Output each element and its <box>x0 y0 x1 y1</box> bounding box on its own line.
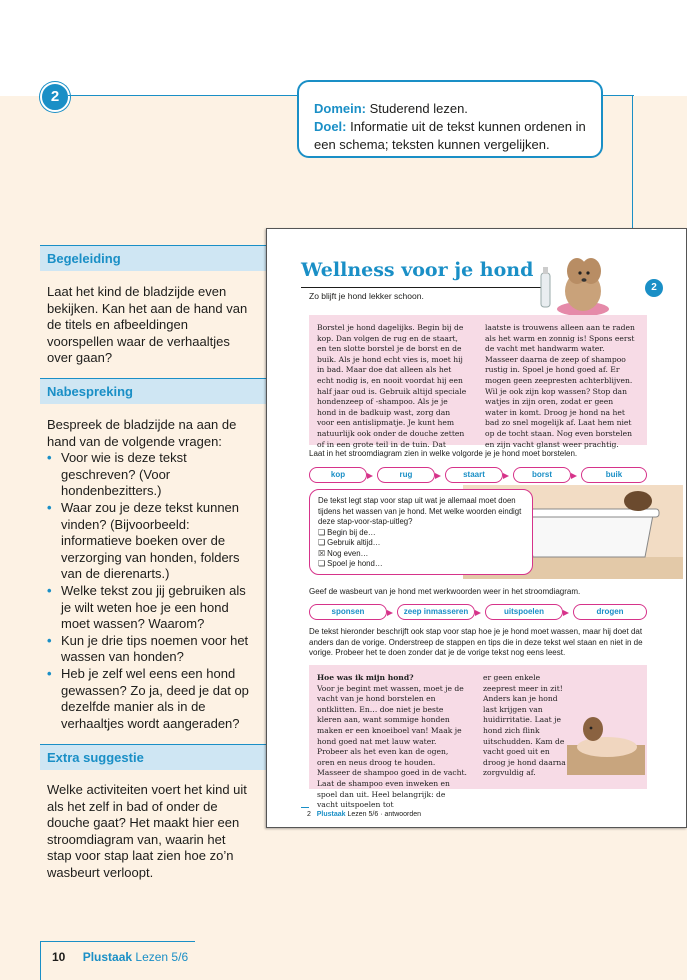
student-page-footer <box>307 811 421 818</box>
footer-subtitle: Lezen 5/6 <box>135 950 189 964</box>
nabespreking-list <box>47 417 252 732</box>
nabespreking-heading: Nabespreking <box>40 378 270 404</box>
extra-suggestie-text: Welke activiteiten voert het kind uit als het zelf in bad of onder de douche gaat? Het maakt hier een stroomdiagram van, waarin het stap voor stap laat zien hoe zo’n wasbeurt verloopt. <box>47 782 247 880</box>
student-page-subtitle: Zo blijft je hond lekker schoon. <box>309 291 424 301</box>
flow-arrow <box>563 610 569 616</box>
option-begin[interactable]: ❏ Begin bij de… <box>318 527 376 537</box>
nabespreking-intro: Bespreek de bladzijde na aan de hand van de volgende vragen: <box>47 417 237 449</box>
flow-step: buik <box>581 467 647 483</box>
begeleiding-text: Laat het kind de bladzijde even bekijken. Kan het aan de hand van de titels en afbeeldingen voorspellen waar de verhaaltjes over gaan? <box>47 284 248 366</box>
option-gebruik[interactable]: ❏ Gebruik altijd… <box>318 538 381 547</box>
text-2-right-column: er geen enkele zeeprest meer in zit! Anders kan je hond last krijgen van huidirritatie. Laat je hond zich flink uitschudden. Kam de vacht goed uit en droog je hond daarna zorgvuldig af. <box>483 673 566 778</box>
footer-brand: Plustaak <box>82 950 133 964</box>
question-item: • Kun je drie tips noemen voor het wassen van honden? <box>47 633 252 666</box>
domain-goal-box <box>297 80 603 158</box>
option-nog-even-label: Nog even… <box>327 548 369 558</box>
flow-step: uitspoelen <box>485 604 563 620</box>
begeleiding-heading: Begeleiding <box>40 245 270 271</box>
student-footer-rule <box>301 807 309 808</box>
footer-rule-top <box>40 941 195 942</box>
text-2-title: Hoe was ik mijn hond? <box>317 673 414 682</box>
extra-suggestie-heading: Extra suggestie <box>40 744 270 770</box>
flow-step: rug <box>377 467 435 483</box>
page-footer <box>52 950 188 964</box>
option-begin-label: Begin bij de… <box>327 527 376 537</box>
option-gebruik-label: Gebruik altijd… <box>327 538 381 547</box>
flow-step: sponsen <box>309 604 387 620</box>
check-question: De tekst legt stap voor stap uit wat je allemaal moet doen tijdens het wassen van je hond. Met welke woorden eindigt deze stap-voor-stap-uitleg? <box>318 496 522 526</box>
connector-line-vertical <box>632 95 633 228</box>
text-box-1 <box>309 315 647 449</box>
flow-arrow <box>475 610 481 616</box>
flow-arrow <box>435 473 441 479</box>
goal-label: Doel: <box>314 119 347 134</box>
title-underline <box>301 287 541 288</box>
student-footer-number: 2 <box>307 811 311 818</box>
flow-step: zeep inmasseren <box>397 604 475 620</box>
flow-arrow <box>387 610 393 616</box>
instruction-1: Laat in het stroomdiagram zien in welke volgorde je je hond moet borstelen. <box>309 449 578 458</box>
student-page-preview <box>266 228 687 828</box>
flow-step: drogen <box>573 604 647 620</box>
student-footer-subtitle: Lezen 5/6 · antwoorden <box>347 811 422 818</box>
question-item: • Waar zou je deze tekst kunnen vinden? (Bijvoorbeeld: informatieve boeken over de verzorging van honden, folders van de dierenarts.) <box>47 500 252 583</box>
flow-diagram-2 <box>309 604 649 620</box>
option-spoel-label: Spoel je hond… <box>327 559 383 568</box>
text-box-2 <box>309 665 647 810</box>
question-item: • Welke tekst zou jij gebruiken als je wilt weten hoe je een hond moet wassen? Waarom? <box>47 583 252 633</box>
goal-value: Informatie uit de tekst kunnen ordenen in een schema; teksten kunnen vergelijken. <box>314 119 586 152</box>
dog-lying-illustration <box>567 695 645 775</box>
option-nog-even[interactable]: ☒ Nog even… <box>318 548 369 558</box>
student-page-title: Wellness voor je hond <box>301 259 534 281</box>
dog-with-shampoo-illustration <box>523 247 619 319</box>
text-1-right-column: laatste is trouwens alleen aan te raden als het warm en zonnig is! Spons eerst de vacht met handwarm water. Masseer daarna de zeep of shampoo rustig in. Spoel je hond goed af. Er mogen geen zeepresten achterblijven. Wil je ook zijn kop wassen? Stop dan watjes in zijn oren, zodat er geen water in komt. Droog je hond na het bad zo snel mogelijk af. Laat hem niet op de tocht staan. Nog even borstelen en zijn vacht glanst weer prachtig. <box>485 323 635 449</box>
text-1-left-column: Borstel je hond dagelijks. Begin bij de kop. Dan volgen de rug en de staart, en ten slotte borstel je de borst en de buik. Als je hond echt vies is, moet hij in bad. Maar doe dat alleen als het echt nodig is, en nooit voordat hij een half jaar oud is. Gebruik altijd speciale hondenzeep of -shampoo. Als je je hond in de badkuip wast, zorg dan voor een antislipmatje. Je kunt hem natuurlijk ook onder de douche zetten of in een grote teil in de tuin. Dat <box>317 323 467 449</box>
question-item: • Voor wie is deze tekst geschreven? (Voor hondenbezitters.) <box>47 450 252 500</box>
multiple-choice-box <box>309 489 533 575</box>
student-footer-brand: Plustaak <box>316 811 346 818</box>
instruction-2: Geef de wasbeurt van je hond met werkwoorden weer in het stroomdiagram. <box>309 587 581 596</box>
domain-value: Studerend lezen. <box>369 101 468 116</box>
page-number: 10 <box>52 950 66 964</box>
domain-label: Domein: <box>314 101 366 116</box>
flow-step: borst <box>513 467 571 483</box>
option-spoel[interactable]: ❏ Spoel je hond… <box>318 559 383 568</box>
flow-arrow <box>367 473 373 479</box>
text-2-left-body: Voor je begint met wassen, moet je de vacht van je hond borstelen en ontklitten. En… doe niet je beste kleren aan, want sommige honden maken er een knoeiboel van! Maak je hond goed nat met lauw water. Probeer als het even kan de ogen, oren en neus droog te houden. Masseer de shampoo goed in de vacht. Laat de shampoo even inweken en spoel dan uit. Heel belangrijk: de vacht uitspoelen tot <box>317 683 467 810</box>
exercise-number-badge: 2 <box>40 82 70 112</box>
flow-step: kop <box>309 467 367 483</box>
student-page-badge: 2 <box>645 279 663 297</box>
question-item: • Heb je zelf wel eens een hond gewassen? Zo ja, deed je dat op dezelfde manier als in de verhaaltjes wordt aangeraden? <box>47 666 252 732</box>
footer-rule <box>40 941 41 980</box>
flow-step: staart <box>445 467 503 483</box>
text-2-left-column <box>317 673 467 811</box>
instruction-3: De tekst hieronder beschrijft ook stap voor stap hoe je je hond moet wassen, maar hij doet dat anders dan de vorige. Onderstreep de stappen en tips die in deze tekst wel staan en niet in de vorige. Probeer het te doen zonder dat je de vorige tekst nog eens leest. <box>309 627 643 657</box>
